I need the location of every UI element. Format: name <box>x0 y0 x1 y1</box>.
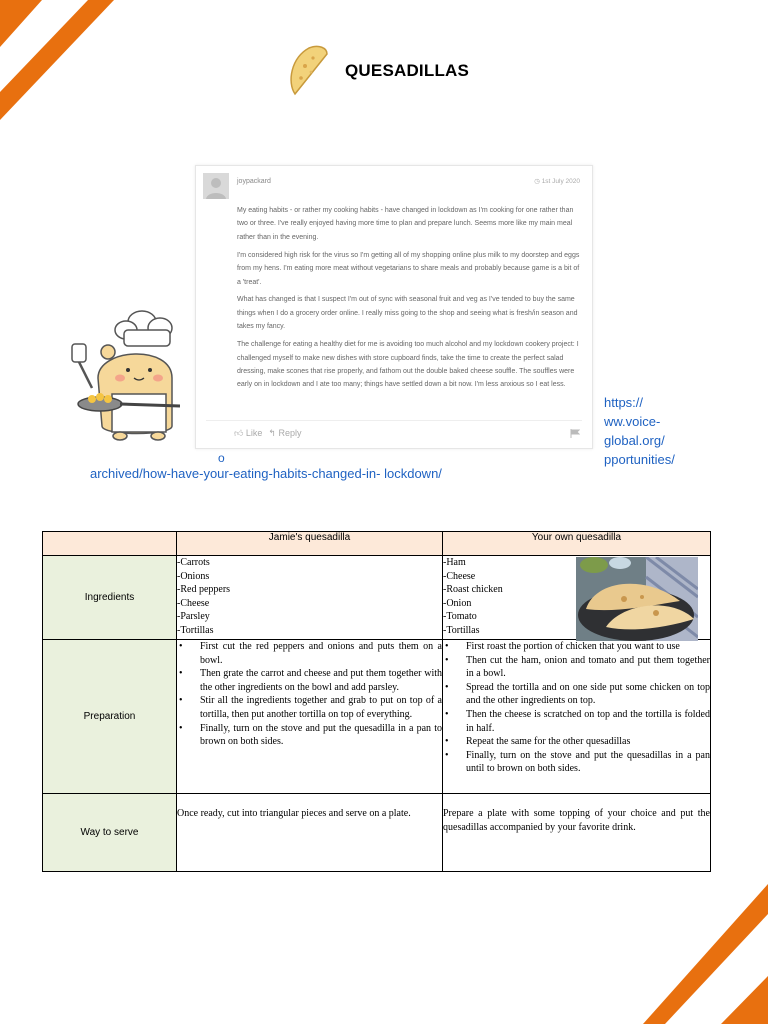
header-cell-jamie: Jamie's quesadilla <box>177 532 443 556</box>
list-item: • Stir all the ingredients together and grab to put on top of a tortilla, then put another tortilla on top of everything. <box>200 694 442 721</box>
jamie-ingredients: -Carrots -Onions -Red peppers -Cheese -Parsley -Tortillas <box>177 556 443 640</box>
list-item: • Finally, turn on the stove and put the quesadillas in a pan until to brown on both sides. <box>466 749 710 776</box>
flag-icon[interactable] <box>570 429 580 438</box>
comment-paragraph: My eating habits - or rather my cooking habits - have changed in lockdown as I'm cooking for one rather than two or three. I've really enjoyed having more time to plan and prepare lunch. Seems more like my main meal rather than in the evening. <box>237 207 574 241</box>
comment-actions <box>234 428 301 439</box>
list-item: • Then cut the ham, onion and tomato and put them together in a bowl. <box>466 654 710 681</box>
own-preparation <box>443 640 711 794</box>
list-item: • Repeat the same for the other quesadillas <box>466 735 710 749</box>
corner-stripe-bottom-right <box>643 884 768 1024</box>
quesadilla-photo <box>576 557 698 641</box>
list-item: • Spread the tortilla and on one side put some chicken on top and the other ingredients on top. <box>466 681 710 708</box>
row-label-serve: Way to serve <box>43 794 177 872</box>
reply-icon: ↰ <box>268 428 279 438</box>
list-item: • Finally, turn on the stove and put the quesadilla in a pan to brown on both sides. <box>200 722 442 749</box>
list-item: • First roast the portion of chicken that you want to use <box>466 640 710 654</box>
comment-username: joypackard <box>237 178 271 185</box>
corner-stripe-top-left <box>0 0 120 125</box>
table-header-row <box>43 532 711 556</box>
avatar <box>203 173 229 199</box>
chef-hamster-illustration <box>68 308 180 450</box>
source-link-url[interactable]: archived/how-have-your-eating-habits-changed-in- lockdown/ <box>90 466 442 481</box>
header-cell-own: Your own quesadilla <box>443 532 711 556</box>
link-fragment-o[interactable]: o <box>218 451 225 465</box>
list-item: • Then grate the carrot and cheese and put them together with the other ingredients on the bowl and add parsley. <box>200 667 442 694</box>
comment-paragraph: What has changed is that I suspect I'm out of sync with seasonal fruit and veg as I've tended to buy the same things when I do a grocery order online. I really miss going to the shop and seeing what is fresh/in season and takes my fancy. <box>237 296 578 331</box>
comment-paragraph: The challenge for eating a healthy diet for me is avoiding too much alcohol and my lockdown cookery project: I challenged myself to make new dishes with store cupboard finds, take the time to create the perfect salad dressing, make scones that rise properly, and fathom out the double baked cheese souffle. The souffles were early on in lockdown and I ate too many; things have settled down a bit now. I'm less anxious so I eat less. <box>237 341 579 389</box>
comment-date: ◷ 1st July 2020 <box>534 178 580 185</box>
row-label-preparation: Preparation <box>43 640 177 794</box>
own-ingredients: -Ham -Cheese -Roast chicken -Onion -Tomato -Tortillas <box>443 556 711 640</box>
page-title: QUESADILLAS <box>345 61 470 80</box>
user-placeholder-icon <box>203 173 229 199</box>
own-serve: Prepare a plate with some topping of your choice and put the quesadillas accompanied by your favorite drink. <box>443 794 711 872</box>
quesadilla-icon <box>285 42 331 100</box>
header-cell-blank <box>43 532 177 556</box>
comment-card <box>195 165 593 449</box>
reply-button[interactable]: ↰ Reply <box>268 428 302 438</box>
list-item: • First cut the red peppers and onions and puts them on a bowl. <box>200 640 442 667</box>
source-link-fragment[interactable]: https:// ww.voice- global.org/ pportunities/ <box>604 395 675 467</box>
row-label-ingredients: Ingredients <box>43 556 177 640</box>
title-block <box>285 42 469 100</box>
list-item: • Then the cheese is scratched on top and the tortilla is folded in half. <box>466 708 710 735</box>
jamie-preparation <box>177 640 443 794</box>
like-button[interactable]: 👍︎ Like <box>234 428 263 438</box>
thumbs-up-icon: 👍︎ <box>234 428 246 438</box>
divider <box>206 420 582 421</box>
comment-body <box>237 204 582 396</box>
clock-icon: ◷ <box>534 178 542 185</box>
table-row-ingredients <box>43 556 711 640</box>
jamie-serve: Once ready, cut into triangular pieces and serve on a plate. <box>177 794 443 872</box>
table-row-serve <box>43 794 711 872</box>
comment-paragraph: I'm considered high risk for the virus so I'm getting all of my shopping online plus milk to my doorstep and eggs from my hens. I'm eating more meat without vegetarians to share meals and probably because game is a bit of a 'treat'. <box>237 251 580 286</box>
table-row-preparation <box>43 640 711 794</box>
recipe-comparison-table <box>42 531 711 872</box>
